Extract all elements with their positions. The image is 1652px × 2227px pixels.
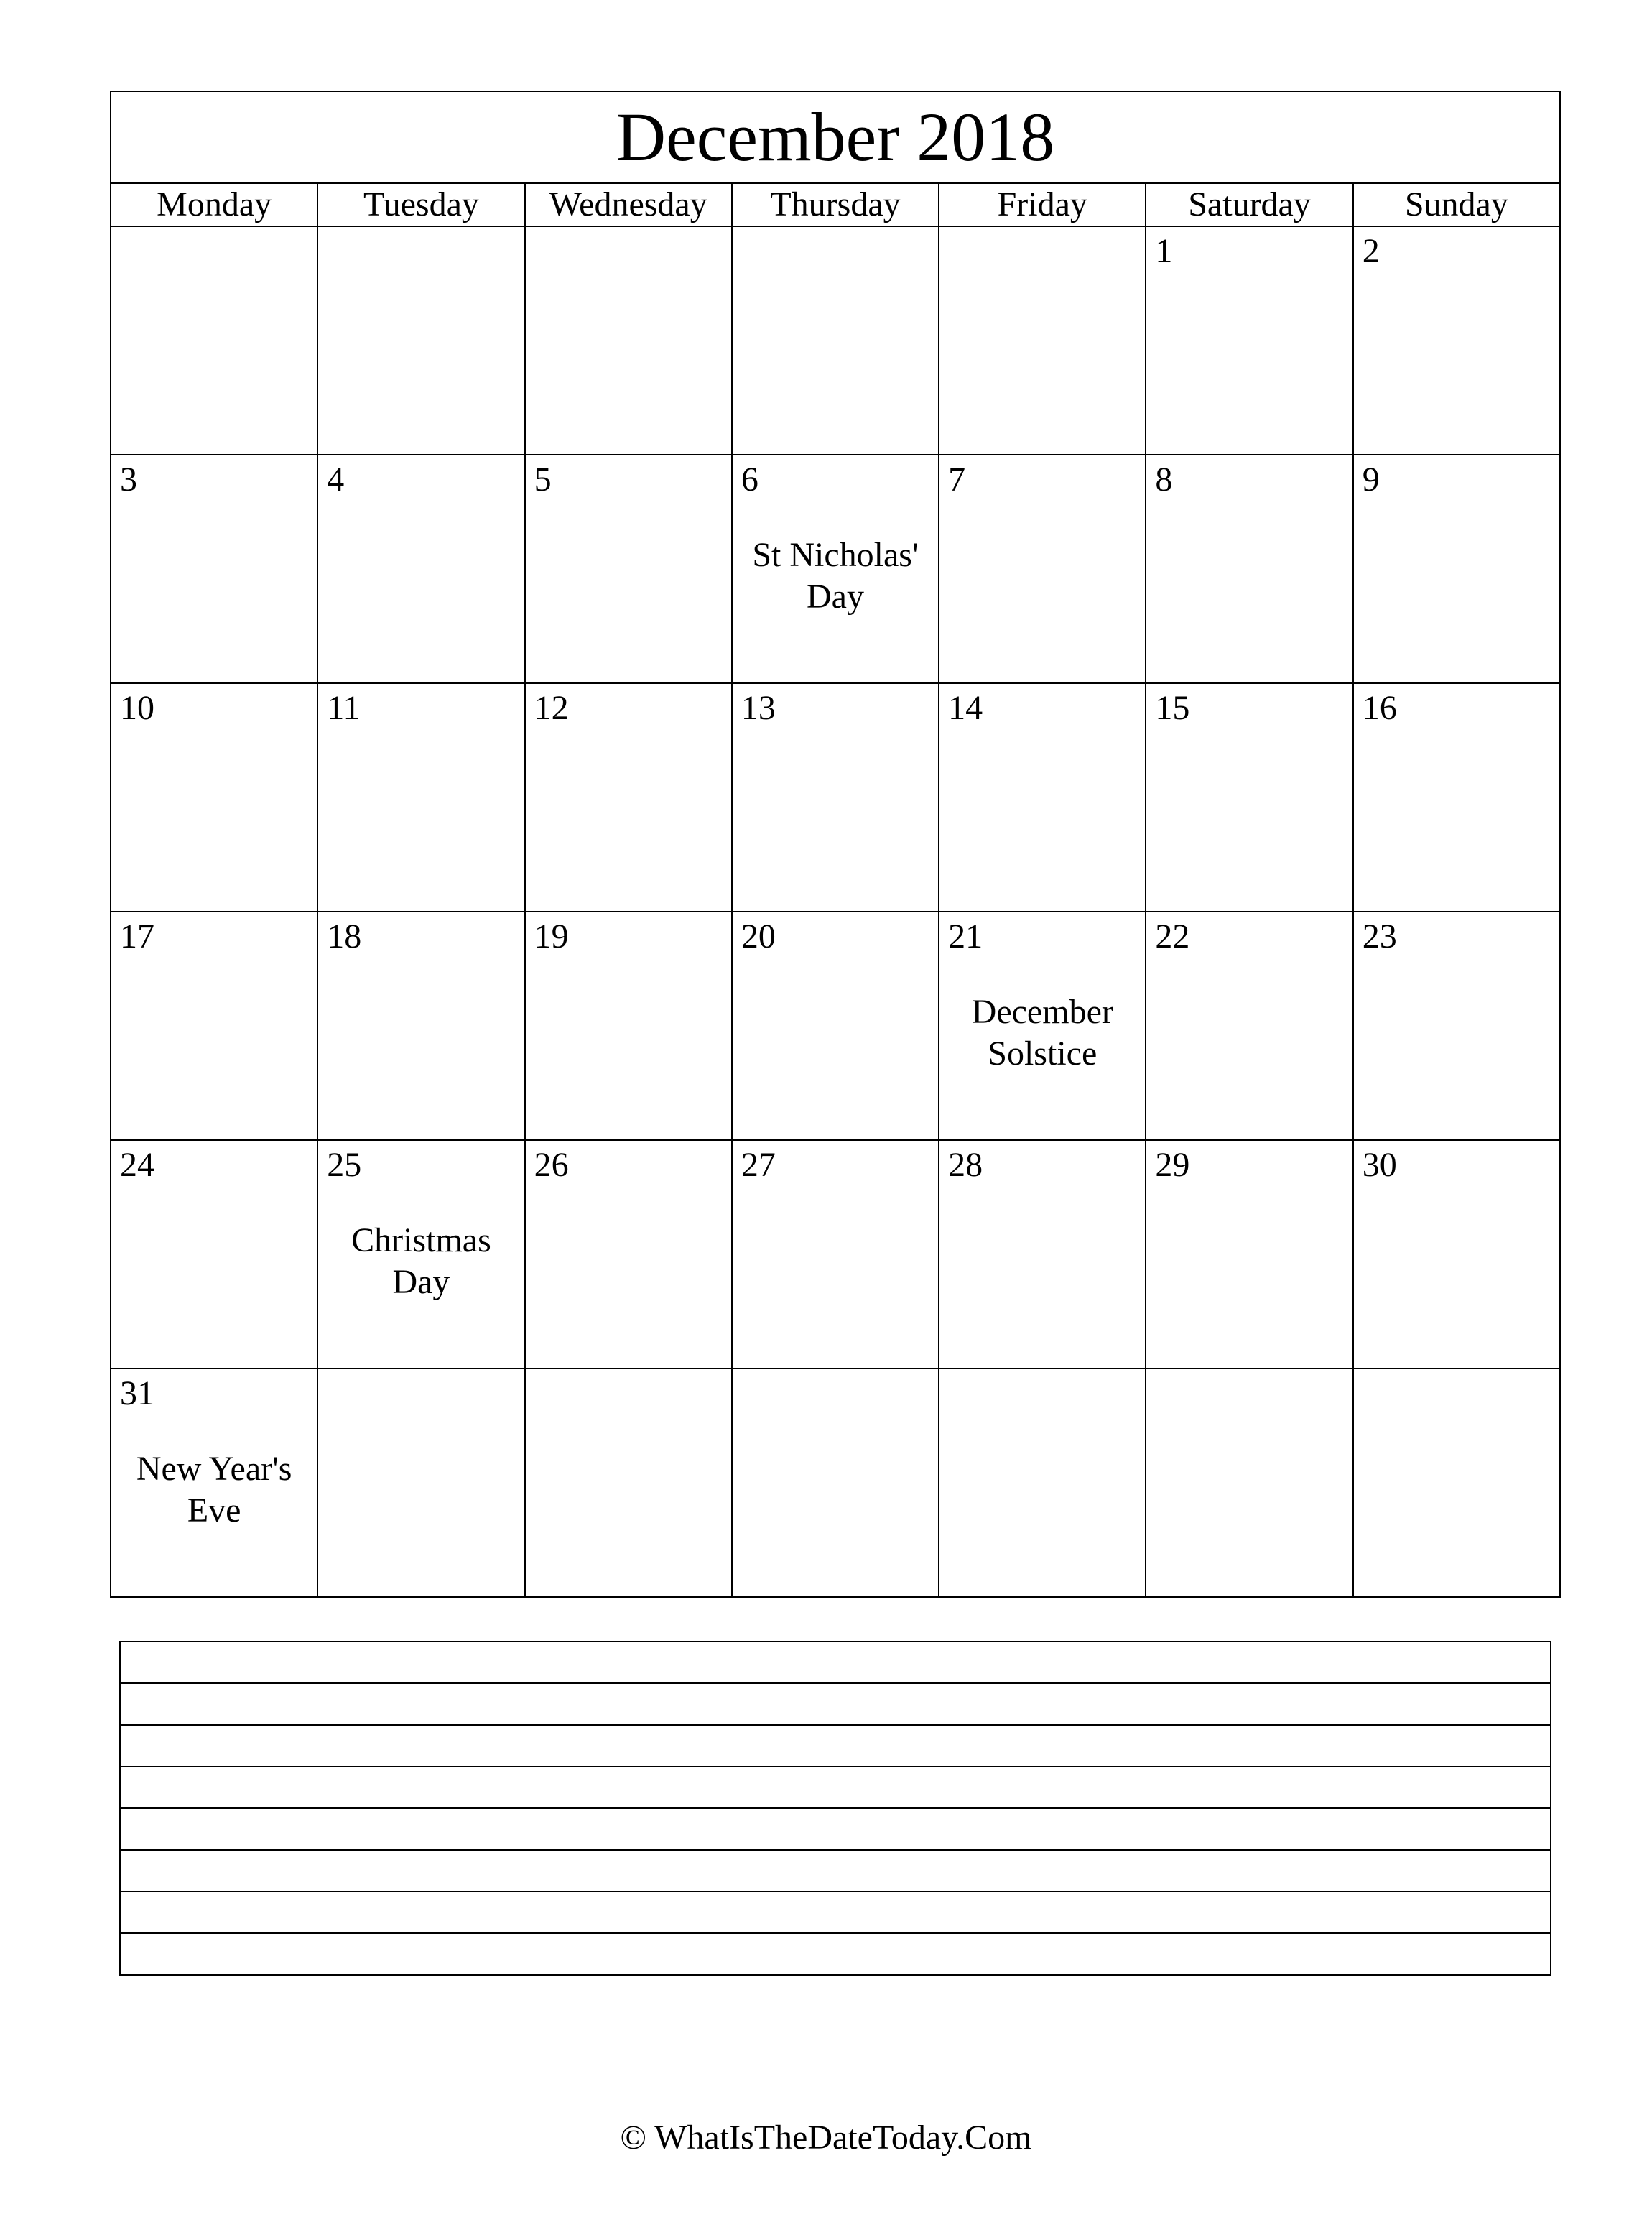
day-cell-27 xyxy=(732,1140,939,1369)
day-cell-26 xyxy=(525,1140,732,1369)
day-number: 10 xyxy=(120,689,154,727)
day-number: 2 xyxy=(1362,232,1380,270)
day-cell-3 xyxy=(111,455,317,683)
holiday-label: St Nicholas' Day xyxy=(752,536,919,616)
day-cell-11 xyxy=(317,683,524,912)
day-cell-12 xyxy=(525,683,732,912)
note-line[interactable] xyxy=(120,1933,1551,1975)
note-line[interactable] xyxy=(120,1642,1551,1683)
day-number: 23 xyxy=(1362,917,1397,955)
week-row xyxy=(111,226,1560,455)
note-line[interactable] xyxy=(120,1683,1551,1725)
day-number: 18 xyxy=(327,917,362,955)
day-cell-5 xyxy=(525,455,732,683)
day-number: 14 xyxy=(948,689,983,727)
empty-day-cell xyxy=(939,1369,1146,1597)
empty-day-cell xyxy=(525,1369,732,1597)
day-number: 3 xyxy=(120,460,137,499)
day-number: 28 xyxy=(948,1146,983,1184)
day-cell-14 xyxy=(939,683,1146,912)
day-cell-28 xyxy=(939,1140,1146,1369)
day-cell-9 xyxy=(1353,455,1560,683)
day-cell-13 xyxy=(732,683,939,912)
empty-day-cell xyxy=(732,226,939,455)
day-cell-19 xyxy=(525,912,732,1140)
day-number xyxy=(526,1369,731,1411)
day-cell-22 xyxy=(1146,912,1352,1140)
empty-day-cell xyxy=(732,1369,939,1597)
day-number: 7 xyxy=(948,460,966,499)
day-number: 8 xyxy=(1155,460,1173,499)
day-number xyxy=(318,227,524,269)
weekday-header-sunday: Sunday xyxy=(1353,183,1560,226)
day-cell-4 xyxy=(317,455,524,683)
day-cell-16 xyxy=(1353,683,1560,912)
day-number xyxy=(939,227,1145,269)
note-line[interactable] xyxy=(120,1850,1551,1892)
weekday-header-row xyxy=(111,183,1560,226)
day-number: 9 xyxy=(1362,460,1380,499)
week-row xyxy=(111,1369,1560,1597)
day-number: 30 xyxy=(1362,1146,1397,1184)
day-number: 16 xyxy=(1362,689,1397,727)
weekday-header-tuesday: Tuesday xyxy=(317,183,524,226)
day-number xyxy=(111,227,317,269)
week-row xyxy=(111,683,1560,912)
day-number: 17 xyxy=(120,917,154,955)
day-number: 4 xyxy=(327,460,345,499)
day-number: 12 xyxy=(534,689,569,727)
calendar-grid xyxy=(111,226,1560,1597)
day-number: 22 xyxy=(1155,917,1190,955)
empty-day-cell xyxy=(939,226,1146,455)
day-cell-23 xyxy=(1353,912,1560,1140)
notes-lines xyxy=(119,1641,1551,1976)
day-cell-8 xyxy=(1146,455,1352,683)
day-cell-1 xyxy=(1146,226,1352,455)
day-cell-25 xyxy=(317,1140,524,1369)
empty-day-cell xyxy=(525,226,732,455)
note-line[interactable] xyxy=(120,1808,1551,1850)
day-cell-30 xyxy=(1353,1140,1560,1369)
day-number: 19 xyxy=(534,917,569,955)
day-cell-2 xyxy=(1353,226,1560,455)
calendar-title: December 2018 xyxy=(111,91,1560,183)
day-cell-7 xyxy=(939,455,1146,683)
weekday-header-thursday: Thursday xyxy=(732,183,939,226)
week-row xyxy=(111,1140,1560,1369)
note-line[interactable] xyxy=(120,1725,1551,1767)
day-number xyxy=(939,1369,1145,1411)
day-number: 21 xyxy=(948,917,983,955)
day-number: 24 xyxy=(120,1146,154,1184)
day-number: 15 xyxy=(1155,689,1190,727)
weekday-header-friday: Friday xyxy=(939,183,1146,226)
holiday-label: Christmas Day xyxy=(351,1221,491,1301)
weekday-header-saturday: Saturday xyxy=(1146,183,1352,226)
day-number: 11 xyxy=(327,689,361,727)
day-cell-20 xyxy=(732,912,939,1140)
day-number xyxy=(1146,1369,1352,1411)
day-number xyxy=(318,1369,524,1411)
day-number xyxy=(733,227,938,269)
day-cell-18 xyxy=(317,912,524,1140)
day-number: 25 xyxy=(327,1146,362,1184)
week-row xyxy=(111,455,1560,683)
day-number: 26 xyxy=(534,1146,569,1184)
note-line[interactable] xyxy=(120,1892,1551,1933)
day-cell-21 xyxy=(939,912,1146,1140)
empty-day-cell xyxy=(317,1369,524,1597)
footer-copyright: © WhatIsTheDateToday.Com xyxy=(620,2119,1032,2157)
day-number xyxy=(526,227,731,269)
holiday-label: New Year's Eve xyxy=(136,1450,292,1529)
day-number xyxy=(733,1369,938,1411)
day-number: 13 xyxy=(741,689,776,727)
day-number: 27 xyxy=(741,1146,776,1184)
day-cell-24 xyxy=(111,1140,317,1369)
weekday-header-wednesday: Wednesday xyxy=(525,183,732,226)
day-number xyxy=(1354,1369,1559,1411)
day-number: 20 xyxy=(741,917,776,955)
week-row xyxy=(111,912,1560,1140)
calendar-table xyxy=(110,91,1561,1598)
empty-day-cell xyxy=(1353,1369,1560,1597)
note-line[interactable] xyxy=(120,1767,1551,1808)
day-cell-29 xyxy=(1146,1140,1352,1369)
day-number: 1 xyxy=(1155,232,1173,270)
day-number: 31 xyxy=(120,1374,154,1412)
day-cell-6 xyxy=(732,455,939,683)
day-cell-15 xyxy=(1146,683,1352,912)
day-number: 5 xyxy=(534,460,552,499)
day-cell-31 xyxy=(111,1369,317,1597)
weekday-header-monday: Monday xyxy=(111,183,317,226)
empty-day-cell xyxy=(1146,1369,1352,1597)
day-cell-10 xyxy=(111,683,317,912)
day-cell-17 xyxy=(111,912,317,1140)
day-number: 6 xyxy=(741,460,758,499)
empty-day-cell xyxy=(111,226,317,455)
empty-day-cell xyxy=(317,226,524,455)
holiday-label: December Solstice xyxy=(971,993,1113,1073)
day-number: 29 xyxy=(1155,1146,1190,1184)
